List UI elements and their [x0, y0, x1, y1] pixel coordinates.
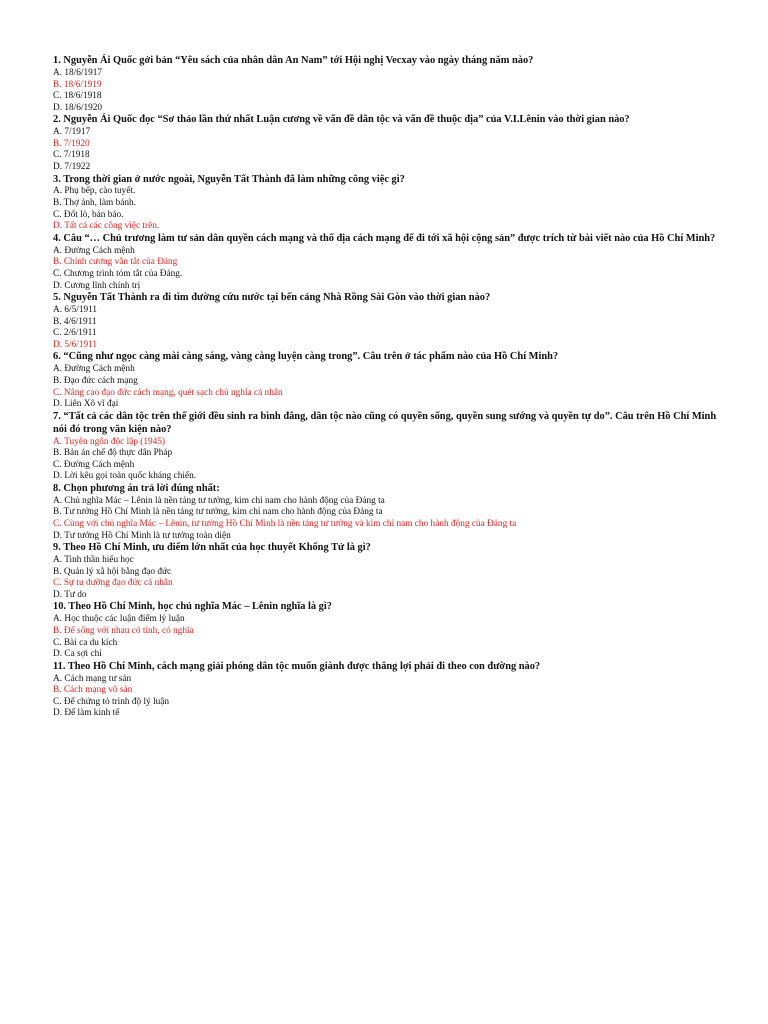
- answer-option: C. Đốt lò, bán báo.: [53, 209, 124, 220]
- answer-option: A. 6/5/1911: [53, 305, 98, 316]
- question-text: 5. Nguyễn Tất Thành ra đi tìm đường cứu nước tại bến cảng Nhà Rồng Sài Gòn vào thời gian nào?: [53, 292, 491, 304]
- answer-option: A. Đường Cách mệnh: [53, 245, 135, 256]
- answer-option-correct: D. Tất cả các công việc trên.: [53, 221, 160, 232]
- question-text: 4. Câu “… Chủ trương làm tư sản dân quyền cách mạng và thổ địa cách mạng để đi tới xã hội cộng sản” được trích từ bài viết nào của Hồ Chí Minh?: [53, 232, 716, 244]
- answer-option: D. Để làm kinh tế: [53, 708, 120, 719]
- answer-option-correct: C. Cùng với chủ nghĩa Mác – Lênin, tư tưởng Hồ Chí Minh là nền tảng tư tưởng và kim chỉ nam cho hành động của Đảng ta: [53, 518, 517, 529]
- answer-option: C. 18/6/1918: [53, 91, 102, 102]
- answer-option: D. Tư do: [53, 589, 87, 600]
- answer-option: A. Học thuộc các luận điểm lý luận: [53, 614, 185, 625]
- question-text: 11. Theo Hồ Chí Minh, cách mạng giải phóng dân tộc muốn giành được thắng lợi phải đi theo con đường nào?: [53, 660, 541, 672]
- answer-option: C. Để chứng tỏ trình độ lý luận: [53, 696, 170, 707]
- answer-option: D. Liên Xô vĩ đại: [53, 399, 119, 410]
- question-block: [53, 661, 728, 720]
- answer-option: D. Tư tưởng Hồ Chí Minh là tư tưởng toàn diện: [53, 530, 231, 541]
- answer-option: D. Ca sợi chỉ: [53, 649, 102, 660]
- answer-option: C. Bài ca du kích: [53, 637, 118, 648]
- answer-option-correct: B. Để sống với nhau có tình, có nghĩa: [53, 625, 194, 636]
- answer-option-correct: A. Tuyên ngôn độc lập (1945): [53, 436, 166, 447]
- answer-option: B. Thợ ảnh, làm bánh.: [53, 198, 136, 209]
- answer-option: B. Quản lý xã hội bằng đạo đức: [53, 566, 172, 577]
- answer-option: A. Chủ nghĩa Mác – Lênin là nền tảng tư tưởng, kim chỉ nam cho hành động của Đảng ta: [53, 495, 385, 506]
- answer-option: A. Đường Cách mệnh: [53, 364, 135, 375]
- question-text: 7. “Tất cả các dân tộc trên thế giới đều sinh ra bình đẳng, dân tộc nào cũng có quyền sống, quyền sung sướng và quyền tự do”. Câu trên Hồ Chí Minh nói đó trong văn kiện nào?: [53, 410, 717, 435]
- question-block: [53, 292, 728, 351]
- question-text: 9. Theo Hồ Chí Minh, ưu điểm lớn nhất của học thuyết Khổng Tử là gì?: [53, 542, 371, 554]
- answer-option-correct: B. Cách mạng vô sản: [53, 685, 133, 696]
- answer-option: D. Cương lĩnh chính trị: [53, 280, 141, 291]
- question-block: [53, 411, 728, 483]
- answer-option: B. 4/6/1911: [53, 316, 97, 327]
- question-block: [53, 601, 728, 660]
- question-text: 2. Nguyễn Ái Quốc đọc “Sơ thảo lần thứ nhất Luận cương về vấn đề dân tộc và vấn đề thuộc địa” của V.I.Lênin vào thời gian nào?: [53, 114, 630, 126]
- answer-option: A. 18/6/1917: [53, 67, 103, 78]
- answer-option: C. 7/1918: [53, 150, 90, 161]
- answer-option: B. Bản án chế độ thực dân Pháp: [53, 448, 173, 459]
- answer-option-correct: B. Chính cương vắn tắt của Đảng: [53, 257, 178, 268]
- question-text: 1. Nguyễn Ái Quốc gởi bản “Yêu sách của nhân dân An Nam” tới Hội nghị Vecxay vào ngày tháng năm nào?: [53, 55, 534, 66]
- answer-option: A. Cách mạng tư sản: [53, 673, 132, 684]
- answer-option: A. 7/1917: [53, 127, 91, 138]
- answer-option-correct: B. 18/6/1919: [53, 79, 102, 90]
- answer-option: D. Lời kêu gọi toàn quốc kháng chiến.: [53, 471, 197, 482]
- answer-option: C. Chương trình tóm tắt của Đảng.: [53, 268, 183, 279]
- answer-option-correct: B. 7/1920: [53, 138, 90, 149]
- answer-option-correct: C. Sự tu dưỡng đạo đức cá nhân: [53, 578, 173, 589]
- question-block: [53, 174, 728, 233]
- answer-option: B. Đạo đức cách mạng: [53, 375, 138, 386]
- question-block: [53, 483, 728, 542]
- answer-option: A. Tinh thần hiếu học: [53, 555, 134, 566]
- question-text: 10. Theo Hồ Chí Minh, học chủ nghĩa Mác – Lênin nghĩa là gì?: [53, 601, 332, 613]
- answer-option-correct: C. Nâng cao đạo đức cách mạng, quét sạch chủ nghĩa cá nhân: [53, 387, 283, 398]
- answer-option: C. Đường Cách mệnh: [53, 459, 135, 470]
- answer-option-correct: D. 5/6/1911: [53, 339, 98, 350]
- question-text: 6. “Cũng như ngọc càng mài càng sáng, vàng càng luyện càng trong”. Câu trên ở tác phẩm nào của Hồ Chí Minh?: [53, 351, 559, 363]
- question-block: [53, 542, 728, 601]
- question-block: [53, 55, 728, 114]
- answer-option: C. 2/6/1911: [53, 328, 97, 339]
- answer-option: B. Tư tưởng Hồ Chí Minh là nền tảng tư tưởng, kim chỉ nam cho hành động của Đảng ta: [53, 507, 383, 518]
- question-block: [53, 114, 728, 173]
- question-block: [53, 233, 728, 292]
- question-block: [53, 351, 728, 410]
- question-text: 8. Chọn phương án trả lời đúng nhất:: [53, 482, 220, 494]
- answer-option: D. 7/1922: [53, 161, 91, 172]
- question-text: 3. Trong thời gian ở nước ngoài, Nguyễn Tất Thành đã làm những công việc gì?: [53, 173, 405, 185]
- answer-option: D. 18/6/1920: [53, 102, 103, 113]
- answer-option: A. Phụ bếp, cào tuyết.: [53, 186, 136, 197]
